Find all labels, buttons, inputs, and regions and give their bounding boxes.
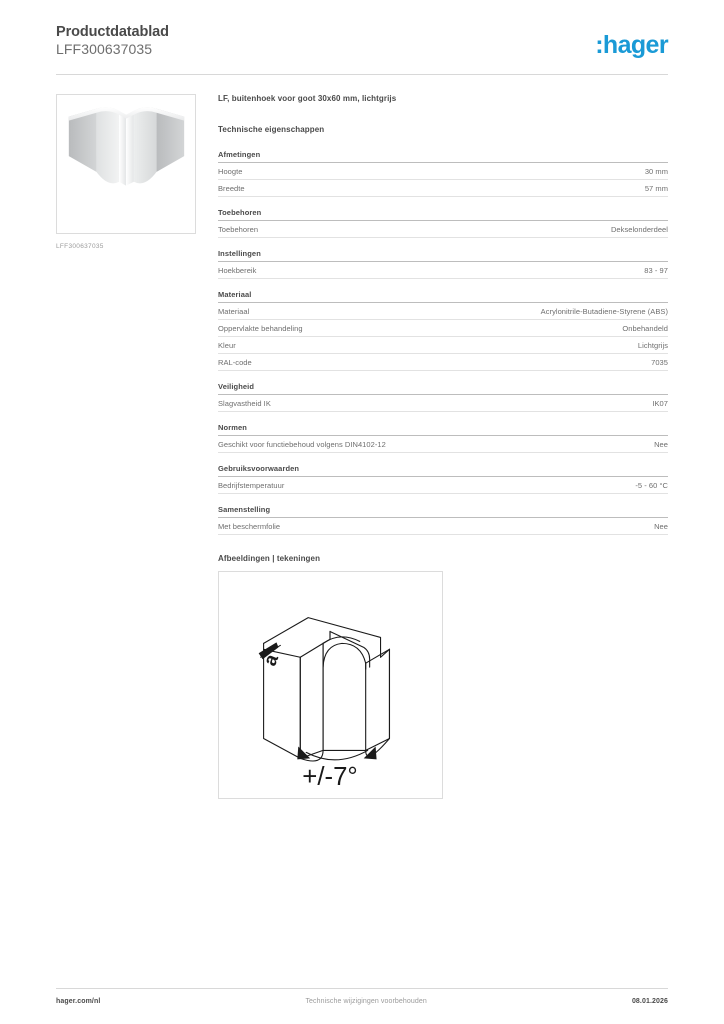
spec-value: IK07 xyxy=(652,398,668,408)
spec-group-heading: Instellingen xyxy=(218,249,668,262)
spec-row xyxy=(218,163,668,180)
spec-group-heading: Toebehoren xyxy=(218,208,668,221)
spec-group-heading: Materiaal xyxy=(218,290,668,303)
spec-value: 7035 xyxy=(651,357,668,367)
product-photo-graphic xyxy=(57,95,195,233)
footer-divider xyxy=(56,988,668,989)
product-description: LF, buitenhoek voor goot 30x60 mm, lichtgrijs xyxy=(218,94,397,103)
spec-label: Geschikt voor functiebehoud volgens DIN4102-12 xyxy=(218,439,386,449)
spec-value: 57 mm xyxy=(644,183,668,193)
product-image xyxy=(56,94,196,234)
spec-row xyxy=(218,221,668,238)
spec-label: Hoekbereik xyxy=(218,265,257,275)
header-divider xyxy=(56,74,668,75)
spec-group-heading: Normen xyxy=(218,423,668,436)
spec-label: Breedte xyxy=(218,183,245,193)
spec-label: Met beschermfolie xyxy=(218,521,281,531)
spec-value: Acrylonitrile-Butadiene-Styrene (ABS) xyxy=(540,306,668,316)
spec-group xyxy=(218,290,668,371)
spec-label: Toebehoren xyxy=(218,224,259,234)
spec-group xyxy=(218,150,668,197)
footer-disclaimer: Technische wijzigingen voorbehouden xyxy=(305,998,427,1005)
spec-row xyxy=(218,180,668,197)
spec-value: Nee xyxy=(654,439,668,449)
spec-row xyxy=(218,262,668,279)
technical-drawing xyxy=(218,571,443,799)
spec-group xyxy=(218,423,668,453)
product-reference: LFF300637035 xyxy=(56,41,153,57)
spec-value: -5 - 60 °C xyxy=(635,480,668,490)
page-title: Productdatablad xyxy=(56,24,169,40)
spec-value: Lichtgrijs xyxy=(637,340,668,350)
technical-drawing-graphic xyxy=(219,572,442,798)
spec-group xyxy=(218,505,668,535)
page-header xyxy=(56,24,668,70)
spec-row xyxy=(218,303,668,320)
page-footer xyxy=(56,998,668,1005)
spec-value: 83 - 97 xyxy=(644,265,668,275)
spec-group-heading: Samenstelling xyxy=(218,505,668,518)
footer-date: 08.01.2026 xyxy=(631,998,668,1005)
spec-row xyxy=(218,354,668,371)
spec-group xyxy=(218,464,668,494)
spec-row xyxy=(218,436,668,453)
spec-group xyxy=(218,249,668,279)
spec-label: RAL-code xyxy=(218,357,252,367)
dimension-label-a: a xyxy=(258,651,283,669)
spec-group xyxy=(218,382,668,412)
spec-group-heading: Veiligheid xyxy=(218,382,668,395)
spec-label: Slagvastheid IK xyxy=(218,398,271,408)
spec-label: Kleur xyxy=(218,340,236,350)
spec-group-heading: Gebruiksvoorwaarden xyxy=(218,464,668,477)
spec-label: Bedrijfstemperatuur xyxy=(218,480,285,490)
product-image-caption: LFF300637035 xyxy=(56,243,104,250)
drawings-title: Afbeeldingen | tekeningen xyxy=(218,554,321,563)
spec-value: 30 mm xyxy=(644,166,668,176)
specification-table xyxy=(218,150,668,535)
technical-properties-title: Technische eigenschappen xyxy=(218,125,325,134)
spec-row xyxy=(218,337,668,354)
spec-row xyxy=(218,395,668,412)
spec-value: Nee xyxy=(654,521,668,531)
spec-row xyxy=(218,518,668,535)
spec-row xyxy=(218,320,668,337)
spec-value: Dekselonderdeel xyxy=(610,224,668,234)
spec-row xyxy=(218,477,668,494)
main-content xyxy=(218,94,668,799)
hager-logo: :hager xyxy=(595,31,668,59)
footer-website[interactable]: hager.com/nl xyxy=(56,998,101,1005)
spec-label: Materiaal xyxy=(218,306,250,316)
spec-group xyxy=(218,208,668,238)
spec-value: Onbehandeld xyxy=(622,323,668,333)
spec-label: Hoogte xyxy=(218,166,243,176)
spec-group-heading: Afmetingen xyxy=(218,150,668,163)
angle-label: +/-7° xyxy=(302,763,358,792)
spec-label: Oppervlakte behandeling xyxy=(218,323,303,333)
